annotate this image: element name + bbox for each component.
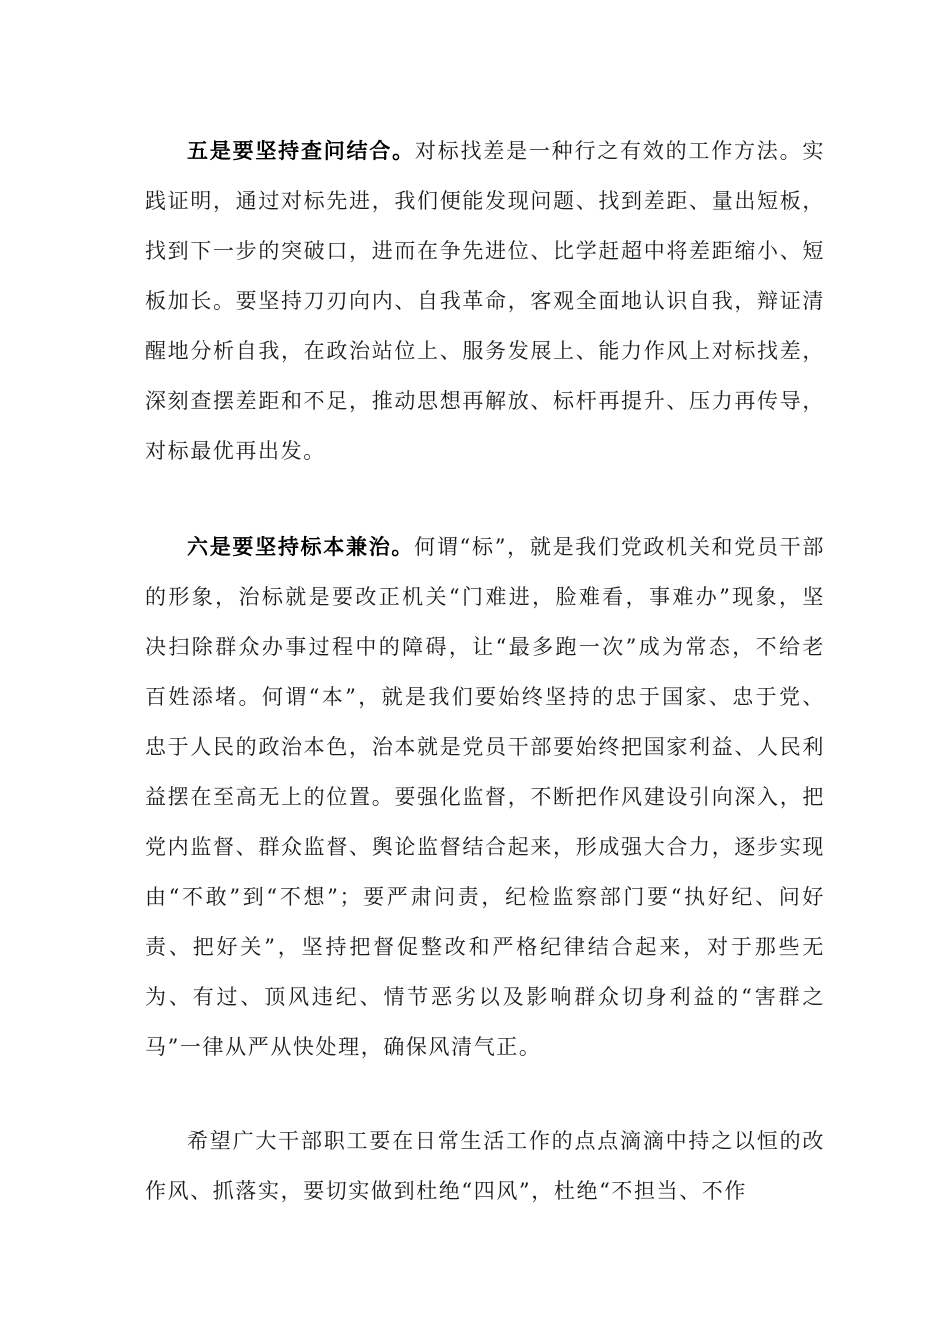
paragraph-closing bbox=[145, 1116, 825, 1216]
paragraph-body: 何谓“标”，就是我们党政机关和党员干部的形象，治标就是要改正机关“门难进，脸难看，事难办”现象，坚决扫除群众办事过程中的障碍，让“最多跑一次”成为常态，不给老百姓添堵。何谓“本”，就是我们要始终坚持的忠于国家、忠于党、忠于人民的政治本色，治本就是党员干部要始终把国家利益、人民利益摆在至高无上的位置。要强化监督，不断把作风建设引向深入，把党内监督、群众监督、舆论监督结合起来，形成强大合力，逐步实现由“不敢”到“不想”；要严肃问责，纪检监察部门要“执好纪、问好责、把好关”，坚持把督促整改和严格纪律结合起来，对于那些无为、有过、顶风违纪、情节恶劣以及影响群众切身利益的“害群之马”一律从严从快处理，确保风清气正。 bbox=[145, 535, 826, 1059]
paragraph-body: 希望广大干部职工要在日常生活工作的点点滴滴中持之以恒的改作风、抓落实，要切实做到杜绝“四风”，杜绝“不担当、不作 bbox=[145, 1129, 825, 1203]
paragraph-five bbox=[145, 126, 825, 476]
paragraph-six bbox=[145, 522, 825, 1072]
paragraph-heading: 六是要坚持标本兼治。 bbox=[187, 534, 415, 559]
paragraph-body: 对标找差是一种行之有效的工作方法。实践证明，通过对标先进，我们便能发现问题、找到差距、量出短板，找到下一步的突破口，进而在争先进位、比学赶超中将差距缩小、短板加长。要坚持刀刃向内、自我革命，客观全面地认识自我，辩证清醒地分析自我，在政治站位上、服务发展上、能力作风上对标找差，深刻查摆差距和不足，推动思想再解放、标杆再提升、压力再传导，对标最优再出发。 bbox=[145, 139, 825, 463]
paragraph-heading: 五是要坚持查问结合。 bbox=[187, 138, 415, 163]
